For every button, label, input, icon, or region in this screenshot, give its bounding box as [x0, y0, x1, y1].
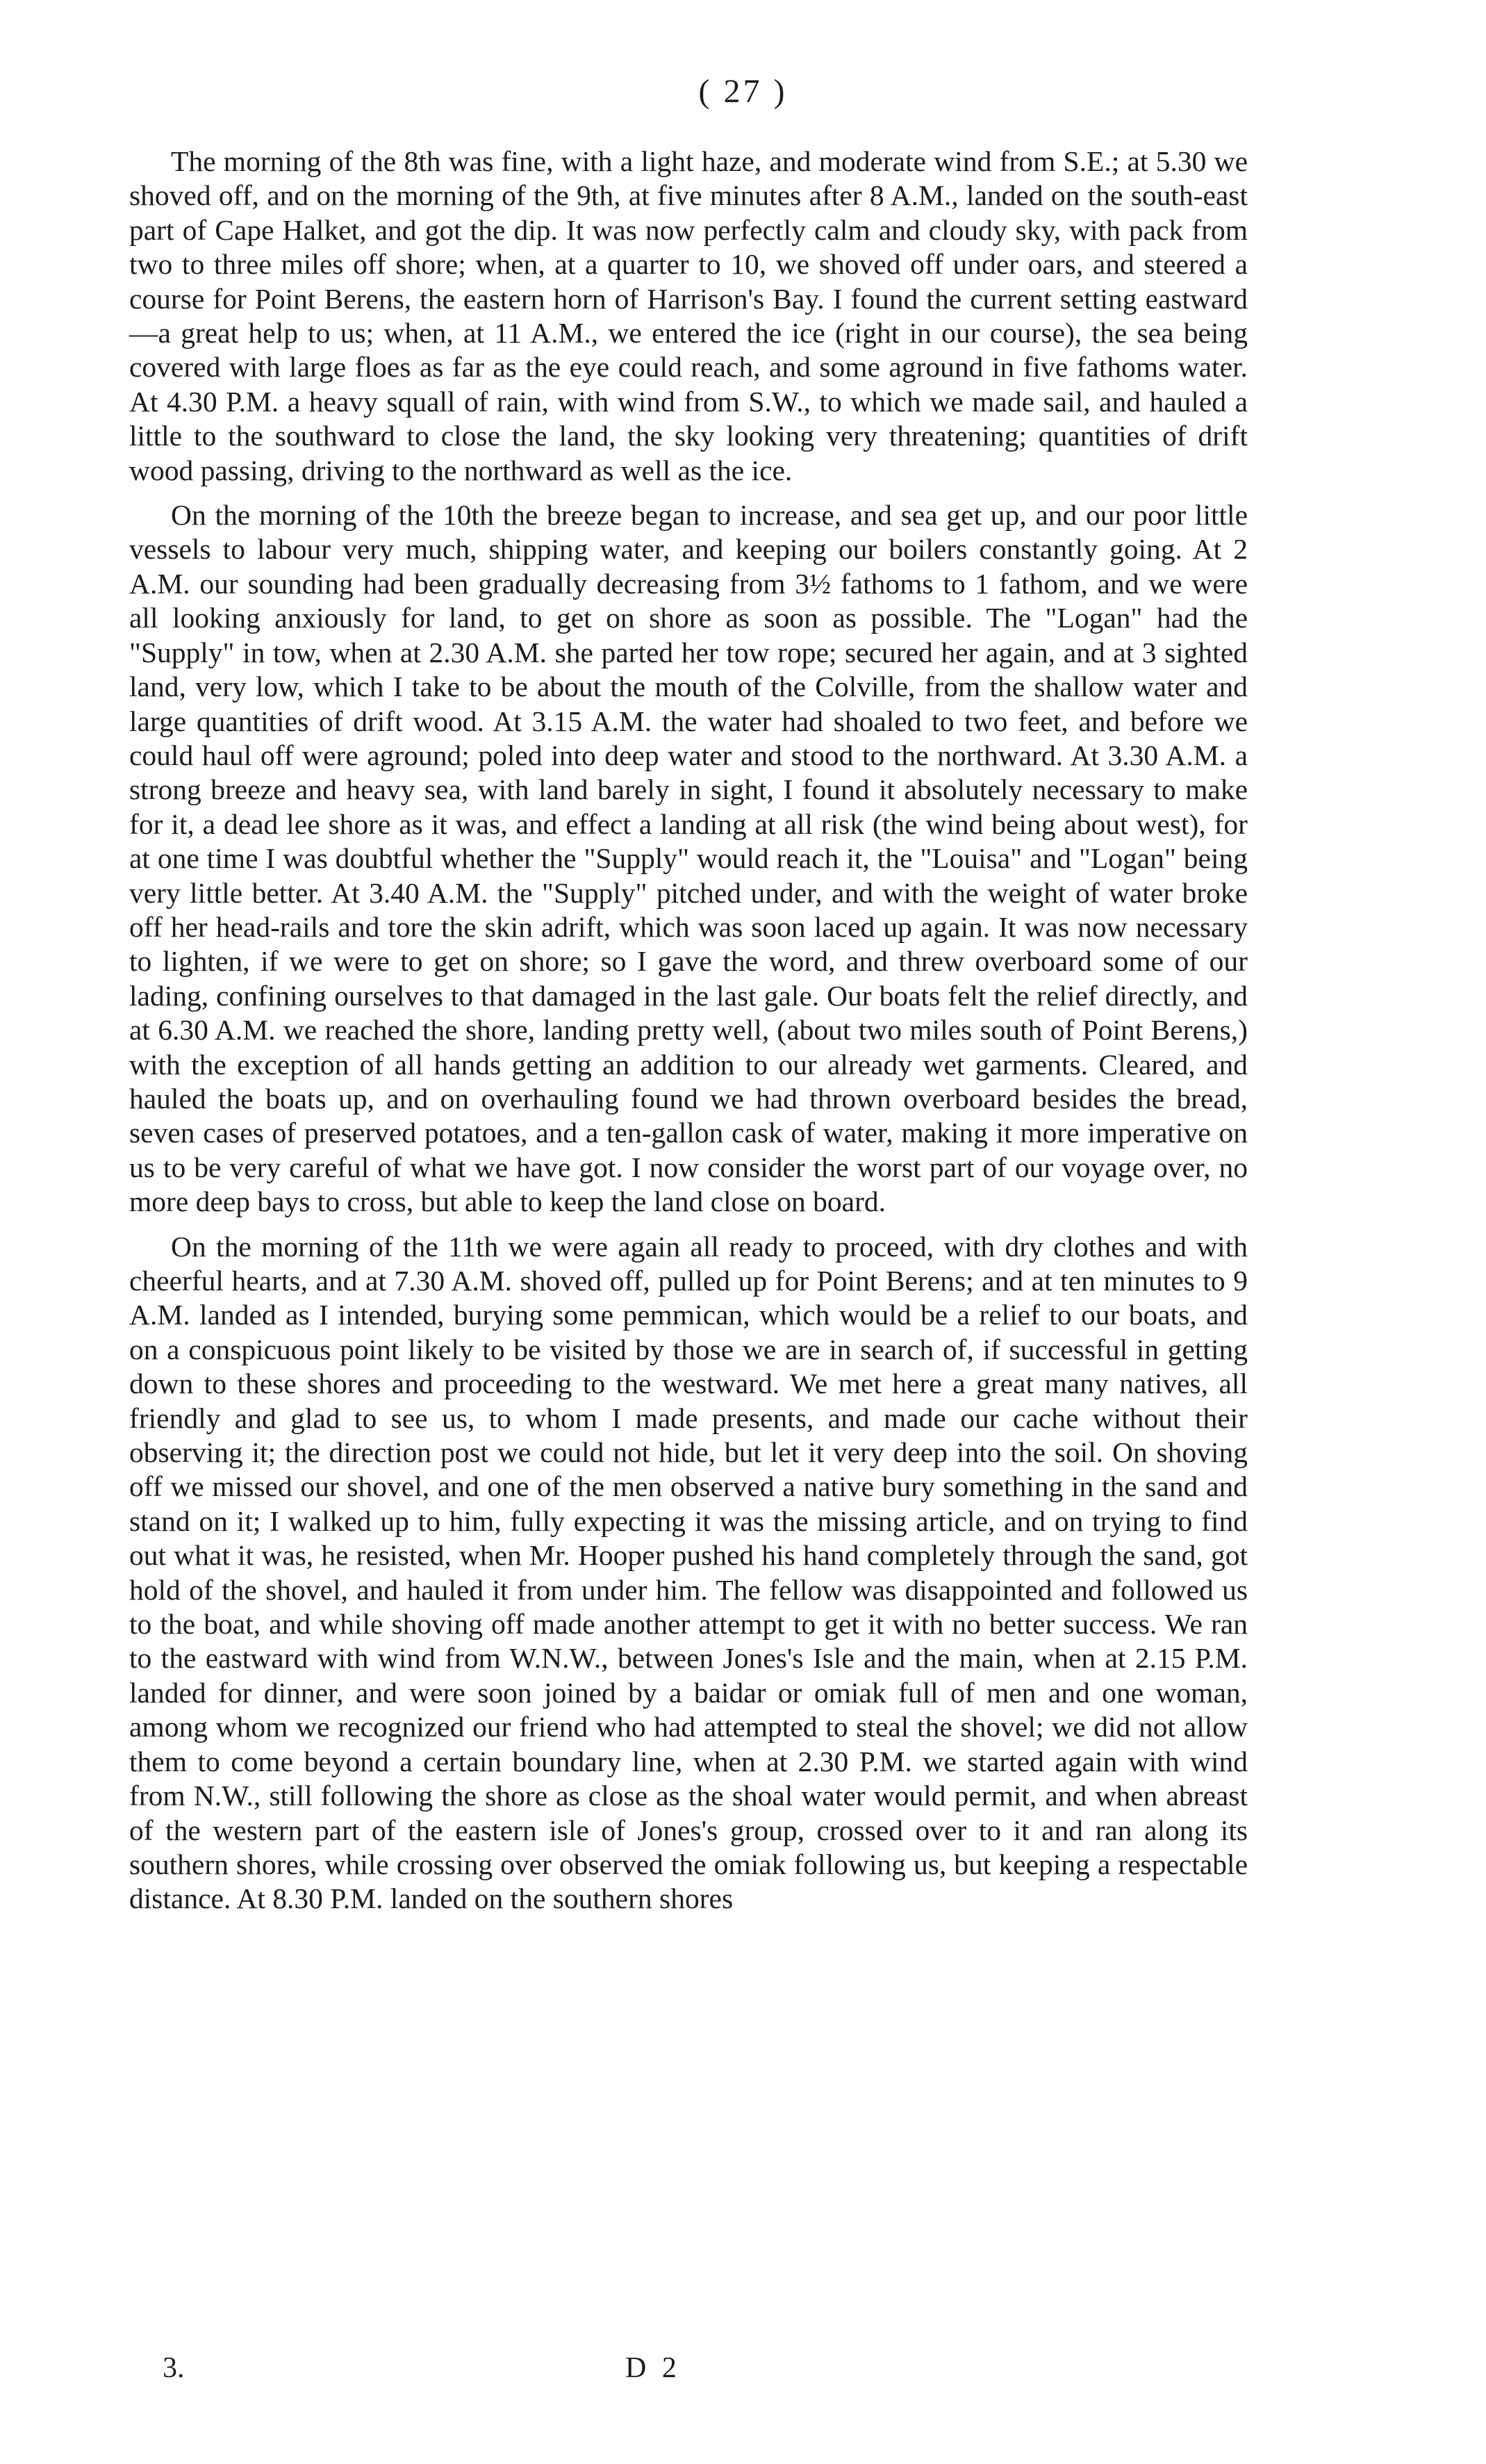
body-text: [129, 145, 1248, 1927]
paragraph-3: On the morning of the 11th we were again all ready to proceed, with dry clothes and with cheerful hearts, and at 7.30 A.M. shoved off, pulled up for Point Berens; and at ten minutes to 9 A.M. landed as I intended, burying some pemmican, which would be a relief to our boats, and on a conspicuous point likely to be visited by those we are in search of, if successful in getting down to these shores and proceeding to the westward. We met here a great many natives, all friendly and glad to see us, to whom I made presents, and made our cache without their observing it; the direction post we could not hide, but let it very deep into the soil. On shoving off we missed our shovel, and one of the men observed a native bury something in the sand and stand on it; I walked up to him, fully expecting it was the missing article, and on trying to find out what it was, he resisted, when Mr. Hooper pushed his hand completely through the sand, got hold of the shovel, and hauled it from under him. The fellow was disappointed and followed us to the boat, and while shoving off made another attempt to get it with no better success. We ran to the eastward with wind from W.N.W., between Jones's Isle and the main, when at 2.15 P.M. landed for dinner, and were soon joined by a baidar or omiak full of men and one woman, among whom we recognized our friend who had attempted to steal the shovel; we did not allow them to come beyond a certain boundary line, when at 2.30 P.M. we started again with wind from N.W., still following the shore as close as the shoal water would permit, and when abreast of the western part of the eastern isle of Jones's group, crossed over to it and ran along its southern shores, while crossing over observed the omiak following us, but keeping a respectable distance. At 8.30 P.M. landed on the southern shores: [129, 1230, 1248, 1915]
paragraph-1: The morning of the 8th was fine, with a light haze, and moderate wind from S.E.; at 5.30 we shoved off, and on the morning of the 9th, at five minutes after 8 A.M., landed on the south-east part of Cape Halket, and got the dip. It was now perfectly calm and cloudy sky, with pack from two to three miles off shore; when, at a quarter to 10, we shoved off under oars, and steered a course for Point Berens, the eastern horn of Harrison's Bay. I found the current setting eastward—a great help to us; when, at 11 A.M., we entered the ice (right in our course), the sea being covered with large floes as far as the eye could reach, and some aground in five fathoms water. At 4.30 P.M. a heavy squall of rain, with wind from S.W., to which we made sail, and hauled a little to the southward to close the land, the sky looking very threatening; quantities of drift wood passing, driving to the northward as well as the ice.: [129, 145, 1248, 486]
page-header: ( 27 ): [698, 73, 788, 110]
signature-mark: D 2: [625, 2352, 681, 2384]
paragraph-2: On the morning of the 10th the breeze began to increase, and sea get up, and our poor little vessels to labour very much, shipping water, and keeping our boilers constantly going. At 2 A.M. our sounding had been gradually decreasing from 3½ fathoms to 1 fathom, and we were all looking anxiously for land, to get on shore as soon as possible. The "Logan" had the "Supply" in tow, when at 2.30 A.M. she parted her tow rope; secured her again, and at 3 sighted land, very low, which I take to be about the mouth of the Colville, from the shallow water and large quantities of drift wood. At 3.15 A.M. the water had shoaled to two feet, and before we could haul off were aground; poled into deep water and stood to the northward. At 3.30 A.M. a strong breeze and heavy sea, with land barely in sight, I found it absolutely necessary to make for it, a dead lee shore as it was, and effect a landing at all risk (the wind being about west), for at one time I was doubtful whether the "Supply" would reach it, the "Louisa" and "Logan" being very little better. At 3.40 A.M. the "Supply" pitched under, and with the weight of water broke off her head-rails and tore the skin adrift, which was soon laced up again. It was now necessary to lighten, if we were to get on shore; so I gave the word, and threw overboard some of our lading, confining ourselves to that damaged in the last gale. Our boats felt the relief directly, and at 6.30 A.M. we reached the shore, landing pretty well, (about two miles south of Point Berens,) with the exception of all hands getting an addition to our already wet garments. Cleared, and hauled the boats up, and on overhauling found we had thrown overboard besides the bread, seven cases of preserved potatoes, and a ten-gallon cask of water, making it more imperative on us to be very careful of what we have got. I now consider the worst part of our voyage over, no more deep bays to cross, but able to keep the land close on board.: [129, 499, 1248, 1218]
signature-number: 3.: [163, 2352, 185, 2384]
